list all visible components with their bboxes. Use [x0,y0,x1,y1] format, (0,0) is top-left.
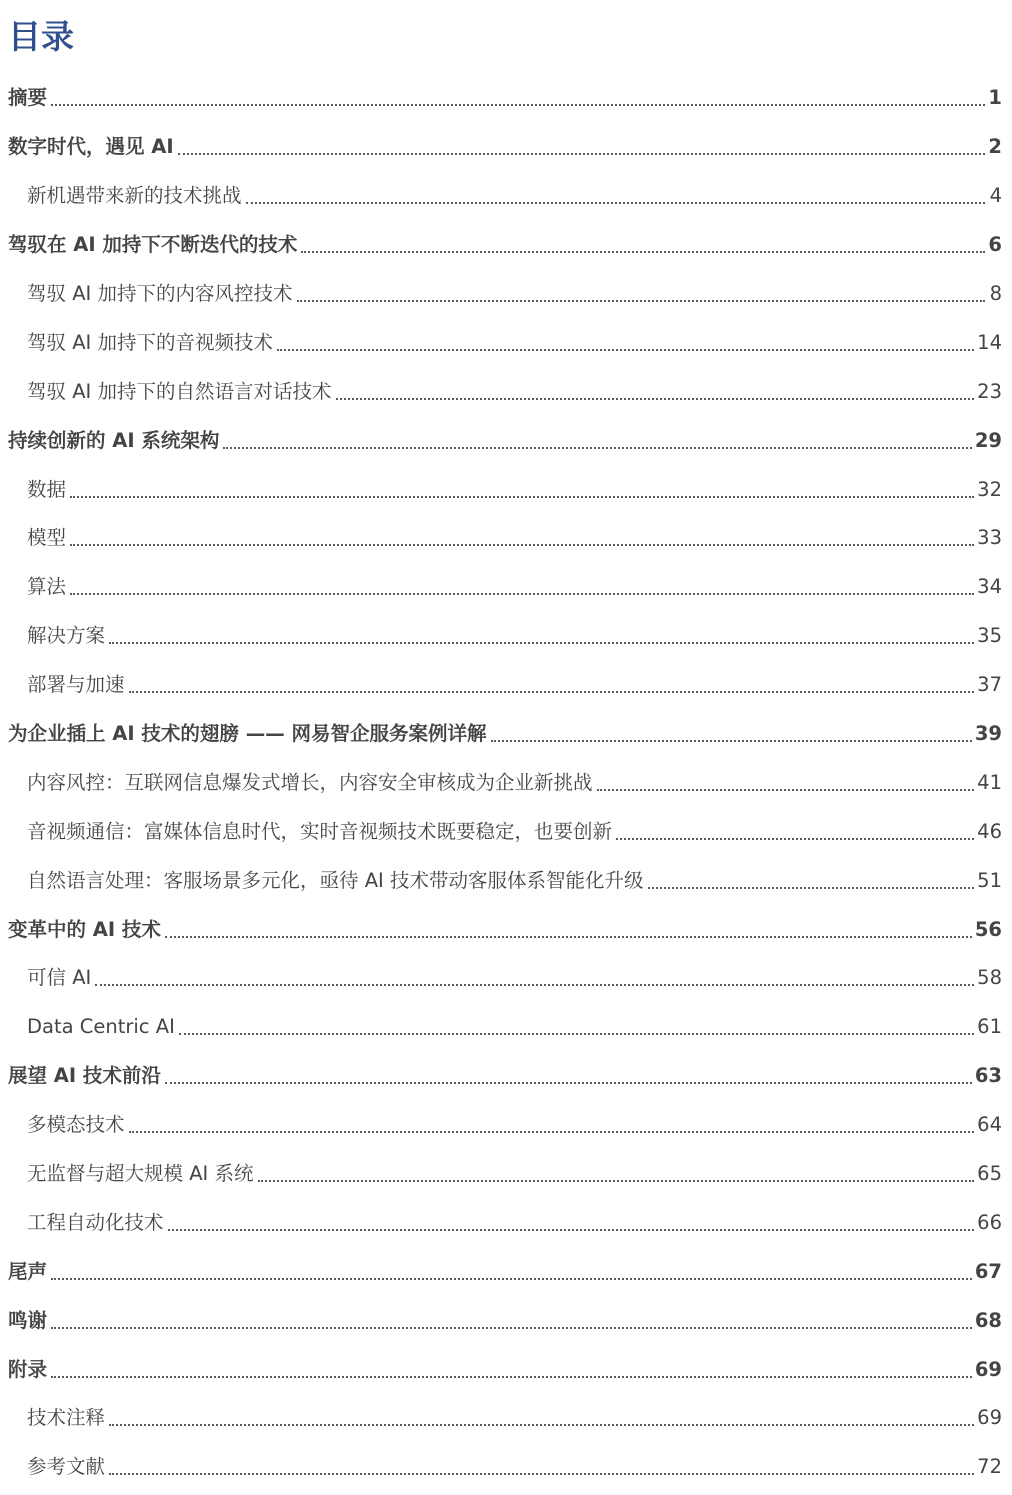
toc-page-number: 33 [977,526,1002,550]
toc-entry-label: 数据 [27,477,67,501]
toc-list [0,74,1012,1492]
dotted-leader [179,1033,974,1035]
toc-entry-label: 驾驭 AI 加持下的音视频技术 [27,330,273,354]
toc-subentry[interactable] [0,367,1012,416]
toc-entry-label: 变革中的 AI 技术 [8,917,161,941]
toc-subentry[interactable] [0,1101,1012,1150]
toc-page-number: 64 [977,1113,1002,1137]
dotted-leader [648,887,975,889]
toc-entry-label: 多模态技术 [27,1113,125,1137]
toc-entry-label: 部署与加速 [27,673,125,697]
toc-subentry[interactable] [0,661,1012,710]
dotted-leader [301,251,985,253]
toc-subentry[interactable] [0,172,1012,221]
toc-entry[interactable] [0,416,1012,465]
dotted-leader [95,984,974,986]
toc-page-number: 1 [988,86,1002,110]
toc-entry[interactable] [0,221,1012,270]
toc-subentry[interactable] [0,270,1012,319]
dotted-leader [109,1424,974,1426]
toc-subentry[interactable] [0,612,1012,661]
toc-page-number: 35 [977,624,1002,648]
toc-page-number: 69 [977,1406,1002,1430]
toc-entry-label: 无监督与超大规模 AI 系统 [27,1162,254,1186]
dotted-leader [70,496,974,498]
dotted-leader [223,447,971,449]
toc-page-number: 66 [977,1210,1002,1234]
toc-entry[interactable] [0,123,1012,172]
toc-entry-label: 算法 [27,575,67,599]
toc-entry-label: 为企业插上 AI 技术的翅膀 —— 网易智企服务案例详解 [8,722,487,746]
toc-entry-label: 内容风控：互联网信息爆发式增长，内容安全审核成为企业新挑战 [27,770,593,794]
toc-page-number: 4 [989,184,1002,208]
toc-entry-label: 展望 AI 技术前沿 [8,1064,161,1088]
toc-entry[interactable] [0,1052,1012,1101]
toc-subentry[interactable] [0,1443,1012,1492]
dotted-leader [616,838,974,840]
dotted-leader [70,544,974,546]
toc-page-number: 39 [974,722,1002,746]
toc-entry-label: 模型 [27,526,67,550]
dotted-leader [165,1082,972,1084]
toc-entry-label: 鸣谢 [8,1308,48,1332]
toc-page-number: 69 [974,1357,1002,1381]
toc-entry-label: 驾驭 AI 加持下的内容风控技术 [27,282,293,305]
toc-page-number: 6 [988,233,1002,257]
toc-title: 目录 [8,17,74,56]
toc-entry[interactable] [0,710,1012,759]
dotted-leader [297,300,986,302]
dotted-leader [109,642,974,644]
toc-page-number: 68 [974,1308,1002,1332]
dotted-leader [258,1180,975,1182]
dotted-leader [597,789,975,791]
dotted-leader [491,740,972,742]
toc-entry[interactable] [0,1345,1012,1394]
toc-subentry[interactable] [0,954,1012,1003]
toc-page-number: 29 [974,428,1002,452]
dotted-leader [51,104,985,106]
toc-page-number: 8 [989,282,1002,305]
dotted-leader [168,1229,975,1231]
toc-entry-label: 音视频通信：富媒体信息时代，实时音视频技术既要稳定，也要创新 [27,819,613,843]
toc-entry-label: 技术注释 [27,1406,106,1430]
toc-entry-label: 工程自动化技术 [27,1210,164,1234]
toc-entry-label: 新机遇带来新的技术挑战 [27,184,242,208]
dotted-leader [109,1473,974,1475]
toc-entry-label: 参考文献 [27,1455,106,1479]
toc-subentry[interactable] [0,807,1012,856]
toc-subentry[interactable] [0,1394,1012,1443]
dotted-leader [51,1278,972,1280]
toc-entry-label: 可信 AI [27,966,92,990]
toc-subentry[interactable] [0,318,1012,367]
dotted-leader [277,349,974,351]
toc-entry-label: 摘要 [8,86,48,110]
toc-page-number: 14 [977,330,1002,354]
toc-entry[interactable] [0,1247,1012,1296]
toc-entry-label: 自然语言处理：客服场景多元化，亟待 AI 技术带动客服体系智能化升级 [27,868,644,892]
toc-page-number: 72 [977,1455,1002,1479]
dotted-leader [129,691,975,693]
dotted-leader [178,153,985,155]
toc-page-number: 61 [977,1015,1002,1039]
toc-subentry[interactable] [0,1003,1012,1052]
dotted-leader [129,1131,975,1133]
toc-page-number: 58 [977,966,1002,990]
toc-entry[interactable] [0,74,1012,123]
toc-page-number: 32 [977,477,1002,501]
toc-page-number: 41 [977,770,1002,794]
dotted-leader [336,398,975,400]
dotted-leader [51,1376,972,1378]
toc-subentry[interactable] [0,856,1012,905]
toc-subentry[interactable] [0,758,1012,807]
toc-page-number: 37 [977,673,1002,697]
toc-page-number: 34 [977,575,1002,599]
toc-entry-label: 持续创新的 AI 系统架构 [8,428,220,452]
dotted-leader [246,202,985,204]
toc-subentry[interactable] [0,514,1012,563]
toc-entry[interactable] [0,1296,1012,1345]
toc-subentry[interactable] [0,465,1012,514]
toc-subentry[interactable] [0,1198,1012,1247]
toc-entry[interactable] [0,905,1012,954]
toc-page-number: 63 [974,1064,1002,1088]
toc-entry-label: 数字时代，遇见 AI [8,135,174,159]
toc-entry-label: Data Centric AI [27,1015,175,1039]
toc-subentry[interactable] [0,1150,1012,1199]
toc-page-number: 51 [977,868,1002,892]
toc-page-number: 56 [974,917,1002,941]
toc-entry-label: 尾声 [8,1259,48,1283]
toc-entry-label: 驾驭 AI 加持下的自然语言对话技术 [27,379,332,403]
toc-entry-label: 解决方案 [27,624,106,648]
dotted-leader [70,593,974,595]
toc-subentry[interactable] [0,563,1012,612]
dotted-leader [165,936,972,938]
toc-page-number: 2 [988,135,1002,159]
toc-entry-label: 驾驭在 AI 加持下不断迭代的技术 [8,233,298,257]
toc-page-number: 46 [977,819,1002,843]
toc-page-number: 67 [974,1259,1002,1283]
toc-page-number: 23 [977,379,1002,403]
toc-entry-label: 附录 [8,1357,48,1381]
dotted-leader [51,1327,972,1329]
toc-page-number: 65 [977,1162,1002,1186]
